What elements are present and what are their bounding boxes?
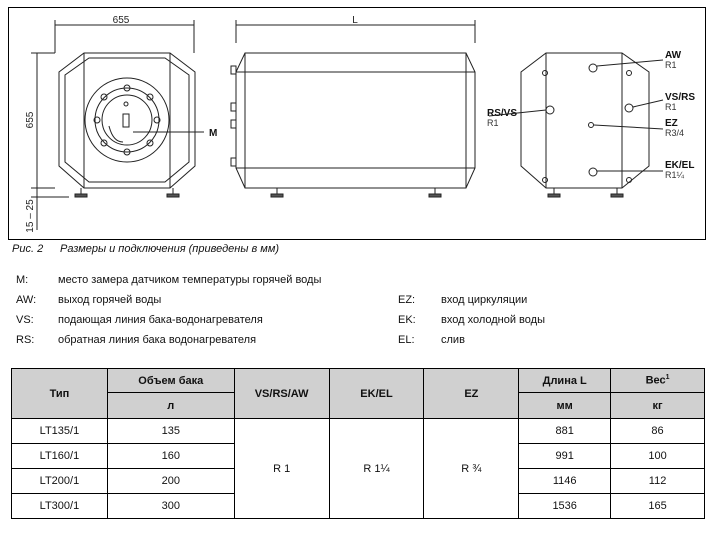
front-view	[31, 20, 204, 230]
col-ek: EK/EL	[329, 369, 424, 419]
rear-view	[489, 53, 663, 197]
spec-table	[11, 368, 705, 519]
unit-volume: л	[107, 393, 234, 419]
conn-ekel-thread: R1¼	[665, 170, 685, 180]
dim-width-label: 655	[112, 15, 130, 26]
sensor-m-label: M	[209, 128, 218, 139]
figure-caption	[12, 243, 279, 255]
col-volume: Объем бака	[107, 369, 234, 393]
legend-item: EK: вход холодной воды	[398, 314, 545, 326]
conn-aw-label: AW	[665, 50, 682, 61]
shared-vs: R 1	[234, 419, 329, 519]
col-type: Тип	[12, 369, 108, 419]
unit-weight: кг	[611, 393, 705, 419]
technical-drawing	[8, 7, 706, 240]
col-length: Длина L	[519, 369, 611, 393]
side-view	[231, 20, 475, 197]
weight-footnote: 1	[665, 374, 670, 382]
dim-length-label: L	[352, 15, 358, 26]
legend-item: M: место замера датчиком температуры горячей воды	[16, 274, 322, 286]
legend-item: EL: слив	[398, 334, 465, 346]
table-row: LT135/1 135 R 1 R 1¼ R ¾ 881 86	[12, 419, 705, 444]
col-vs: VS/RS/AW	[234, 369, 329, 419]
table-header-row	[12, 369, 705, 393]
caption-text: Размеры и подключения (приведены в мм)	[60, 243, 280, 255]
table-row: LT300/1 300 1536 165	[12, 494, 705, 519]
drawing-svg	[9, 8, 707, 241]
legend-item: EZ: вход циркуляции	[398, 294, 528, 306]
unit-length: мм	[519, 393, 611, 419]
conn-vsrs-thread: R1	[665, 102, 677, 112]
shared-ek: R 1¼	[329, 419, 424, 519]
conn-ez-thread: R3/4	[665, 128, 685, 138]
col-ez: EZ	[424, 369, 519, 419]
legend-item: AW: выход горячей воды	[16, 294, 162, 306]
conn-ekel-label: EK/EL	[665, 160, 695, 171]
caption-number: Рис. 2	[12, 243, 44, 255]
table-row: LT200/1 200 1146 112	[12, 469, 705, 494]
conn-vsrs-label: VS/RS	[665, 92, 696, 103]
conn-rsvs-label: RS/VS	[487, 108, 518, 119]
conn-rsvs-thread: R1	[487, 118, 499, 128]
shared-ez: R ¾	[424, 419, 519, 519]
legend-item: RS: обратная линия бака водонагревателя	[16, 334, 257, 346]
legend-item: VS: подающая линия бака-водонагревателя	[16, 314, 263, 326]
conn-ez-label: EZ	[665, 118, 678, 129]
col-weight: Вес$^1$	[611, 369, 705, 393]
table-row: LT160/1 160 991 100	[12, 444, 705, 469]
conn-aw-thread: R1	[665, 60, 677, 70]
dim-height-label: 655	[25, 111, 36, 129]
dim-feet-label: 15 – 25	[25, 199, 36, 233]
